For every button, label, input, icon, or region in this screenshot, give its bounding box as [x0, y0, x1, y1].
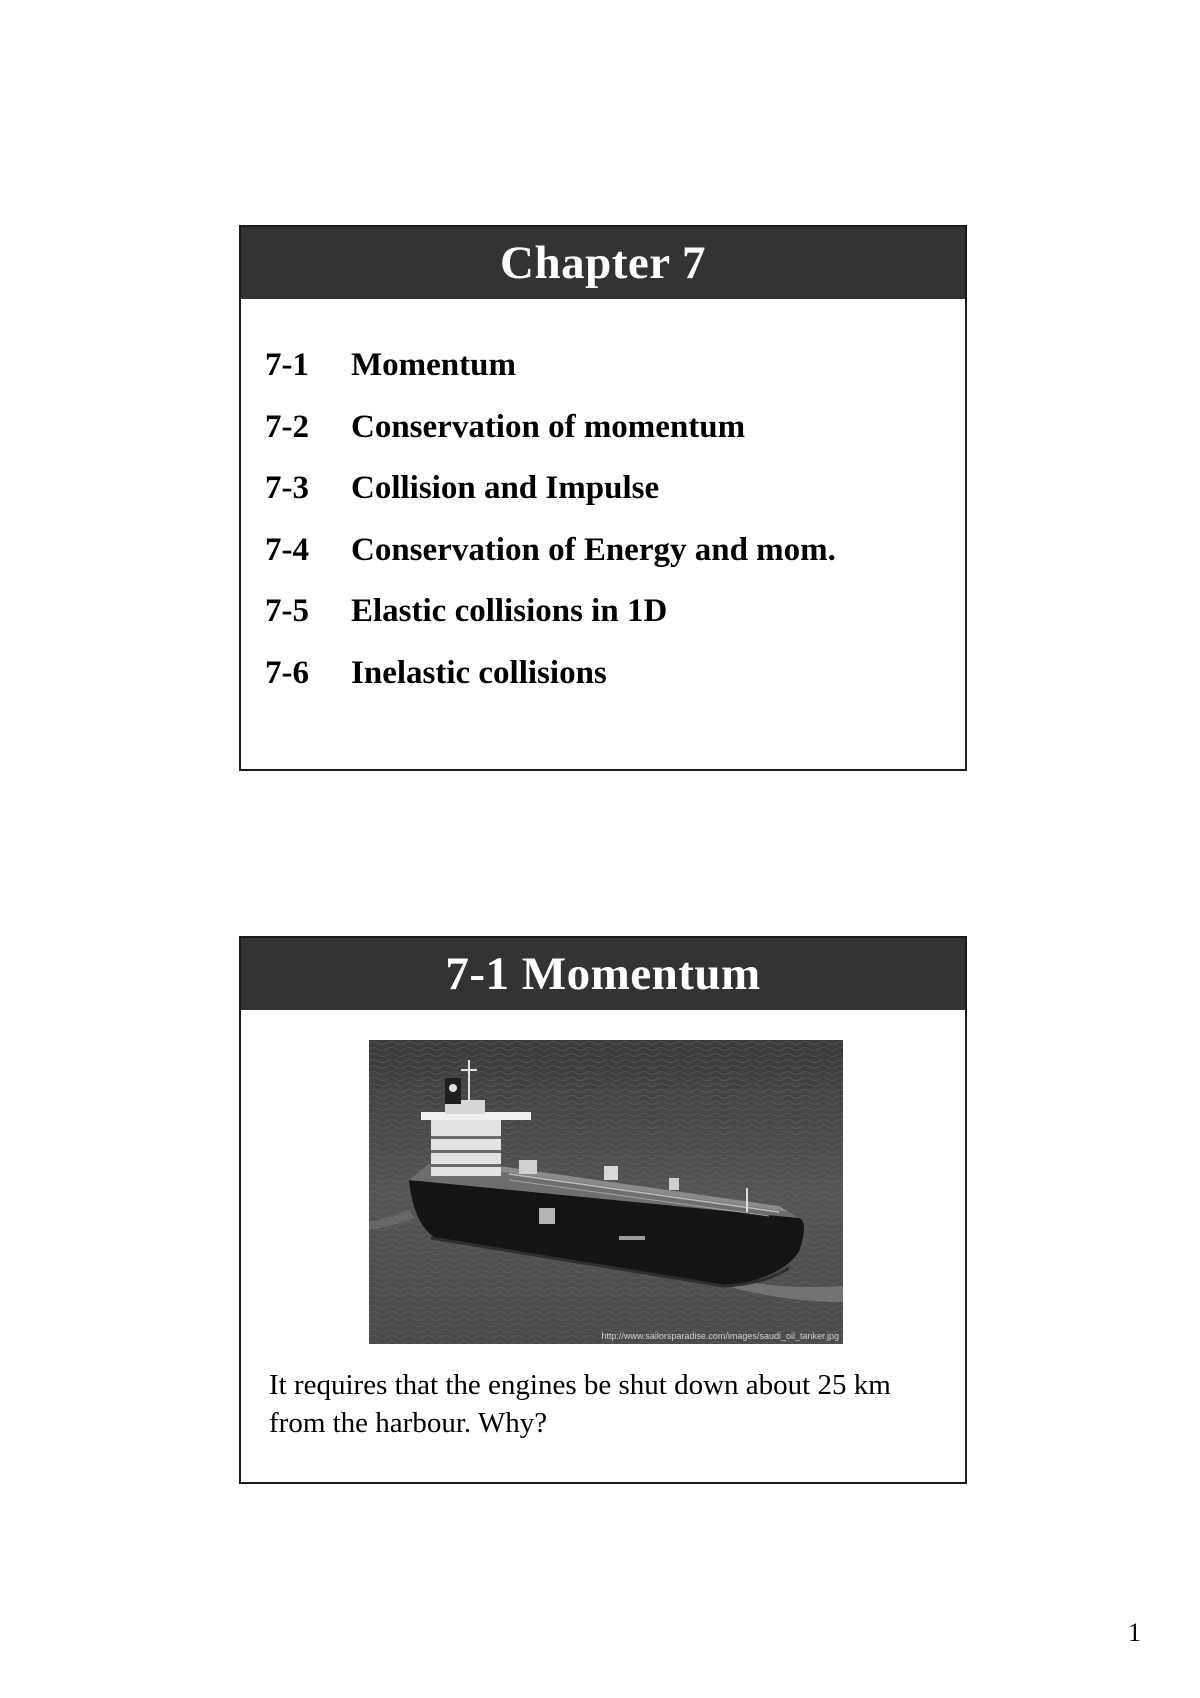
list-item — [265, 643, 836, 705]
section-title: Conservation of Energy and mom. — [351, 531, 836, 568]
list-item — [265, 458, 836, 520]
list-item — [265, 581, 836, 643]
slide-body-text — [269, 1366, 949, 1442]
section-title: Elastic collisions in 1D — [351, 593, 668, 629]
page-number: 1 — [1128, 1618, 1141, 1647]
slide-momentum — [239, 936, 967, 1484]
tanker-illustration — [369, 1040, 843, 1344]
section-number: 7-3 — [265, 470, 309, 506]
chapter-contents-list — [265, 335, 836, 704]
section-number: 7-1 — [265, 347, 309, 383]
section-number: 7-2 — [265, 408, 309, 445]
slide-title: 7-1 Momentum — [241, 938, 965, 1010]
list-item — [265, 397, 836, 459]
section-number: 7-4 — [265, 531, 309, 568]
body-text-line: It requires that the engines be shut down about 25 km — [269, 1369, 891, 1401]
section-number: 7-6 — [265, 654, 309, 691]
section-title: Inelastic collisions — [351, 654, 607, 691]
list-item — [265, 335, 836, 397]
list-item — [265, 520, 836, 582]
section-title: Collision and Impulse — [351, 470, 660, 506]
photo-credit: http://www.sailorsparadise.com/images/saudi_oil_tanker.jpg — [601, 1331, 839, 1341]
body-text-line: from the harbour. Why? — [269, 1407, 548, 1439]
oil-tanker-photo — [369, 1040, 843, 1344]
slide-title: Chapter 7 — [241, 227, 965, 299]
section-number: 7-5 — [265, 593, 309, 629]
section-title: Momentum — [351, 347, 516, 383]
slide-chapter-7 — [239, 225, 967, 771]
section-title: Conservation of momentum — [351, 408, 746, 445]
